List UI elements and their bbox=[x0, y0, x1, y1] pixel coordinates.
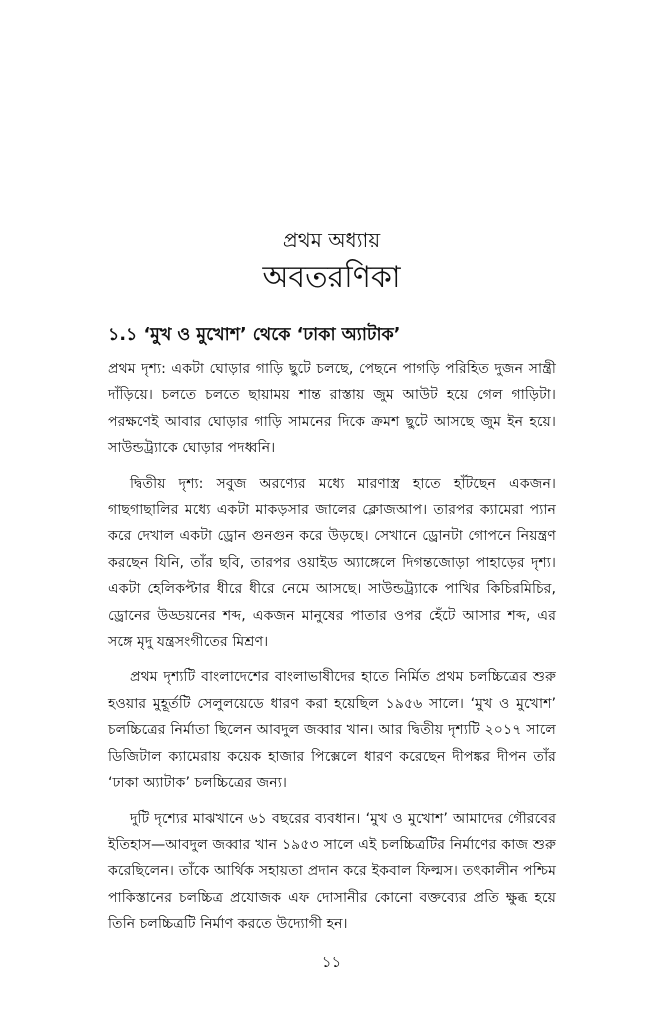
paragraph-second-scene: দ্বিতীয় দৃশ্য: সবুজ অরণ্যের মধ্যে মারণাস্ত্র হাতে হাঁটছেন একজন। গাছগাছালির মধ্যে একটা মাকড়সার জালের ক্লোজআপ। তারপর ক্যামেরা প্যান করে দেখাল একটা ড্রোন গুনগুন করে উড়ছে। সেখানে ড্রোনটা গোপনে নিয়ন্ত্রণ করছেন যিনি, তাঁর ছবি, তারপর ওয়াইড অ্যাঙ্গেলে দিগন্তজোড়া পাহাড়ের দৃশ্য। একটা হেলিকপ্টার ধীরে ধীরে নেমে আসছে। সাউন্ডট্র্যাকে পাখির কিচিরমিচির, ড্রোনের উড্ডয়নের শব্দ, একজন মানুষের পাতার ওপর হেঁটে আসার শব্দ, এর সঙ্গে মৃদু যন্ত্রসংগীতের মিশ্রণ। bbox=[108, 475, 556, 651]
section-heading: ১.১ ‘মুখ ও মুখোশ’ থেকে ‘ঢাকা অ্যাটাক’ bbox=[108, 325, 401, 345]
paragraph-scene-comparison: প্রথম দৃশ্যটি বাংলাদেশের বাংলাভাষীদের হাতে নির্মিত প্রথম চলচ্চিত্রের শুরু হওয়ার মুহূর্তটি সেলুলয়েডে ধারণ করা হয়েছিল ১৯৫৬ সালে। ‘মুখ ও মুখোশ’ চলচ্চিত্রের নির্মাতা ছিলেন আবদুল জব্বার খান। আর দ্বিতীয় দৃশ্যটি ২০১৭ সালে ডিজিটাল ক্যামেরায় কয়েক হাজার পিক্সেলে ধারণ করেছেন দীপঙ্কর দীপন তাঁর ‘ঢাকা অ্যাটাক’ চলচ্চিত্রের জন্য। bbox=[108, 669, 556, 792]
body-text bbox=[108, 356, 556, 947]
page-number: ১১ bbox=[321, 953, 342, 971]
chapter-title: অবতরণিকা bbox=[262, 260, 401, 295]
chapter-label: প্রথম অধ্যায় bbox=[282, 228, 381, 252]
paragraph-history: দুটি দৃশ্যের মাঝখানে ৬১ বছরের ব্যবধান। ‘মুখ ও মুখোশ’ আমাদের গৌরবের ইতিহাস—আবদুল জব্বার খান ১৯৫৩ সালে এই চলচ্চিত্রটির নির্মাণের কাজ শুরু করেছিলেন। তাঁকে আর্থিক সহায়তা প্রদান করে ইকবাল ফিল্মস। তৎকালীন পশ্চিম পাকিস্তানের চলচ্চিত্র প্রযোজক এফ দোসানীর কোনো বক্তব্যের প্রতি ক্ষুব্ধ হয়ে তিনি চলচ্চিত্রটি নির্মাণ করতে উদ্যোগী হন। bbox=[108, 810, 556, 933]
paragraph-first-scene: প্রথম দৃশ্য: একটা ঘোড়ার গাড়ি ছুটে চলছে, পেছনে পাগড়ি পরিহিত দুজন সান্ত্রী দাঁড়িয়ে। চলতে চলতে ছায়াময় শান্ত রাস্তায় জুম আউট হয়ে গেল গাড়িটা। পরক্ষণেই আবার ঘোড়ার গাড়ি সামনের দিকে ক্রমশ ছুটে আসছে জুম ইন হয়ে। সাউন্ডট্র্যাকে ঘোড়ার পদধ্বনি। bbox=[108, 361, 556, 457]
